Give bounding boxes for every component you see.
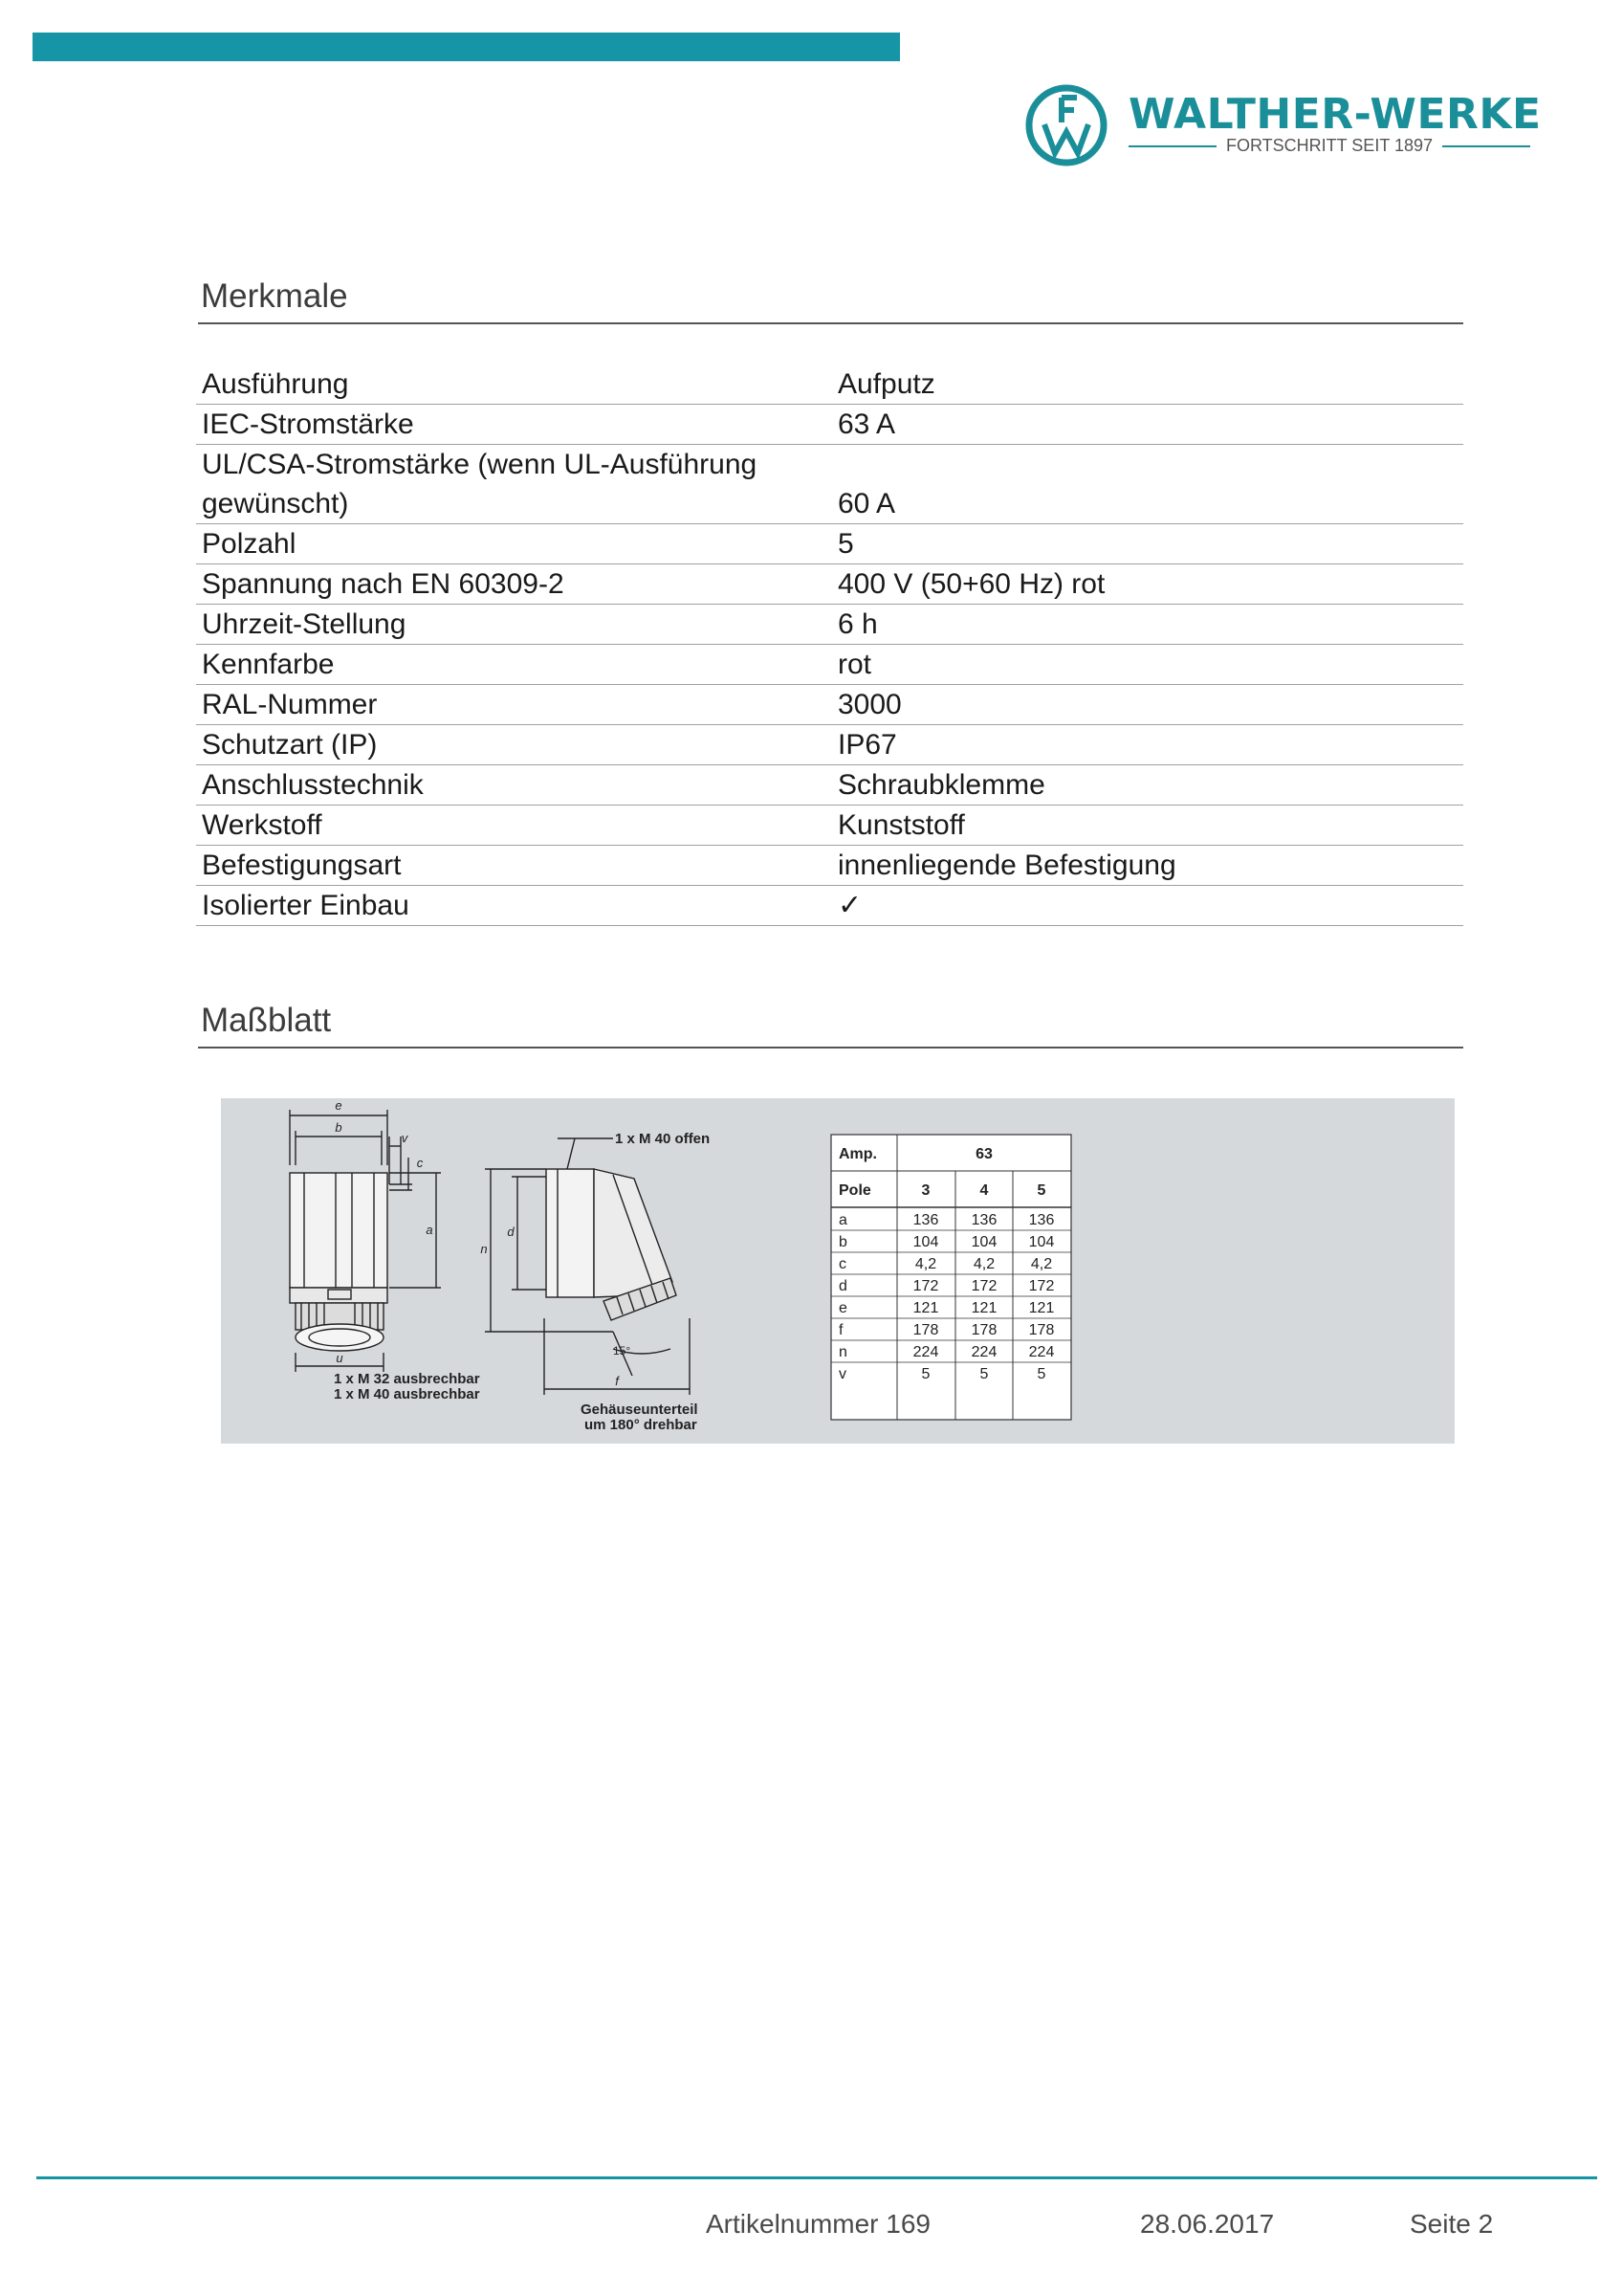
label-knockout-m40: 1 x M 40 ausbrechbar	[334, 1386, 480, 1402]
spec-row	[196, 806, 1463, 846]
header-accent-bar	[33, 33, 900, 61]
dim-table-key: d	[839, 1278, 847, 1294]
section-rule-features	[198, 322, 1463, 324]
dim-table-cell: 104	[1028, 1234, 1055, 1250]
dim-table-key: a	[839, 1212, 847, 1228]
spec-table	[196, 364, 1463, 926]
footer-date: 28.06.2017	[1140, 2209, 1275, 2239]
section-title-dimensions: Maßblatt	[201, 1002, 332, 1039]
spec-label: Polzahl	[196, 524, 832, 564]
dim-table-cell: 172	[912, 1278, 939, 1294]
spec-label: Uhrzeit-Stellung	[196, 605, 832, 645]
tagline-rule-left	[1129, 145, 1217, 147]
section-title-features: Merkmale	[201, 277, 348, 315]
spec-label: UL/CSA-Stromstärke (wenn UL-Ausführung gewünscht)	[196, 445, 832, 524]
dim-table-cell: 224	[1028, 1344, 1055, 1360]
dim-label-c: c	[416, 1156, 424, 1170]
dim-table-cell: 5	[1037, 1366, 1046, 1382]
dim-table-cell: 5	[921, 1366, 931, 1382]
footer-page-number: Seite 2	[1410, 2209, 1494, 2239]
dim-label-f: f	[615, 1374, 619, 1388]
label-knockout-m32: 1 x M 32 ausbrechbar	[334, 1371, 480, 1387]
table-pole-4: 4	[979, 1182, 989, 1199]
footer-article-number: Artikelnummer 169	[706, 2209, 931, 2239]
spec-label: Werkstoff	[196, 806, 832, 846]
dim-table-key: e	[839, 1300, 847, 1316]
spec-row	[196, 886, 1463, 926]
label-angle: 15°	[613, 1344, 631, 1358]
spec-value: 5	[832, 524, 1463, 564]
dimension-drawing-svg	[221, 1098, 1455, 1444]
label-cable-top: 1 x M 40 offen	[615, 1131, 711, 1147]
spec-value: IP67	[832, 725, 1463, 765]
spec-label: Spannung nach EN 60309-2	[196, 564, 832, 605]
spec-label: Isolierter Einbau	[196, 886, 832, 926]
spec-value: 63 A	[832, 405, 1463, 445]
dim-table-cell: 4,2	[1030, 1256, 1053, 1272]
dim-table-cell: 224	[912, 1344, 939, 1360]
spec-label: IEC-Stromstärke	[196, 405, 832, 445]
table-pole-3: 3	[921, 1182, 931, 1199]
walther-werke-logo-icon	[1023, 82, 1115, 168]
dim-table-cell: 178	[1028, 1322, 1055, 1338]
brand-logo	[1023, 82, 1542, 168]
dim-table-key: n	[839, 1344, 847, 1360]
dim-table-cell: 172	[1028, 1278, 1055, 1294]
dim-table-key: v	[839, 1366, 846, 1382]
dim-table-cell: 4,2	[914, 1256, 937, 1272]
dim-table-cell: 136	[971, 1212, 998, 1228]
table-pole-label: Pole	[839, 1182, 871, 1199]
spec-label: Ausführung	[196, 364, 832, 405]
label-housing-2: um 180° drehbar	[584, 1417, 697, 1433]
dim-label-a: a	[426, 1223, 433, 1237]
table-amp-label: Amp.	[839, 1146, 877, 1162]
dim-label-e: e	[335, 1098, 342, 1113]
spec-row	[196, 645, 1463, 685]
dim-table-cell: 121	[1028, 1300, 1055, 1316]
dimension-table	[831, 1135, 1071, 1420]
spec-row	[196, 605, 1463, 645]
spec-row	[196, 765, 1463, 806]
dim-table-cell: 5	[979, 1366, 989, 1382]
spec-row	[196, 685, 1463, 725]
spec-row	[196, 725, 1463, 765]
dim-table-cell: 4,2	[973, 1256, 996, 1272]
table-amp-value: 63	[976, 1146, 993, 1162]
dim-table-cell: 136	[1028, 1212, 1055, 1228]
spec-value: Aufputz	[832, 364, 1463, 405]
dim-table-cell: 121	[912, 1300, 939, 1316]
spec-row	[196, 364, 1463, 405]
spec-value: 6 h	[832, 605, 1463, 645]
spec-row	[196, 846, 1463, 886]
dim-label-u: u	[336, 1351, 343, 1365]
spec-value: ✓	[832, 886, 1463, 926]
tagline-rule-right	[1442, 145, 1530, 147]
spec-label: Kennfarbe	[196, 645, 832, 685]
section-rule-dimensions	[198, 1047, 1463, 1049]
dim-table-key: f	[839, 1322, 844, 1338]
dim-label-n: n	[480, 1242, 488, 1256]
dim-table-cell: 224	[971, 1344, 998, 1360]
spec-value: 3000	[832, 685, 1463, 725]
dim-table-cell: 136	[912, 1212, 939, 1228]
spec-value: innenliegende Befestigung	[832, 846, 1463, 886]
spec-value: 400 V (50+60 Hz) rot	[832, 564, 1463, 605]
spec-row	[196, 564, 1463, 605]
footer-rule	[36, 2176, 1597, 2179]
dim-label-d: d	[507, 1225, 515, 1239]
spec-row	[196, 405, 1463, 445]
spec-row	[196, 445, 1463, 524]
spec-label: Schutzart (IP)	[196, 725, 832, 765]
dim-table-cell: 121	[971, 1300, 998, 1316]
table-pole-5: 5	[1037, 1182, 1046, 1199]
dimension-drawing	[221, 1098, 1455, 1444]
dim-table-cell: 172	[971, 1278, 998, 1294]
dim-table-cell: 104	[912, 1234, 939, 1250]
dim-label-v: v	[401, 1131, 408, 1145]
dim-table-cell: 178	[912, 1322, 939, 1338]
brand-name: WALTHER-WERKE	[1129, 90, 1542, 139]
spec-label: Anschlusstechnik	[196, 765, 832, 806]
spec-label: Befestigungsart	[196, 846, 832, 886]
spec-label: RAL-Nummer	[196, 685, 832, 725]
spec-value: Kunststoff	[832, 806, 1463, 846]
spec-value: rot	[832, 645, 1463, 685]
spec-value: Schraubklemme	[832, 765, 1463, 806]
spec-row	[196, 524, 1463, 564]
dim-label-b: b	[335, 1120, 342, 1135]
dim-table-cell: 178	[971, 1322, 998, 1338]
brand-tagline: FORTSCHRITT SEIT 1897	[1225, 136, 1434, 155]
dim-table-key: b	[839, 1234, 847, 1250]
label-housing-1: Gehäuseunterteil	[581, 1402, 698, 1418]
dim-table-key: c	[839, 1256, 846, 1272]
dim-table-cell: 104	[971, 1234, 998, 1250]
spec-value: 60 A	[832, 445, 1463, 524]
